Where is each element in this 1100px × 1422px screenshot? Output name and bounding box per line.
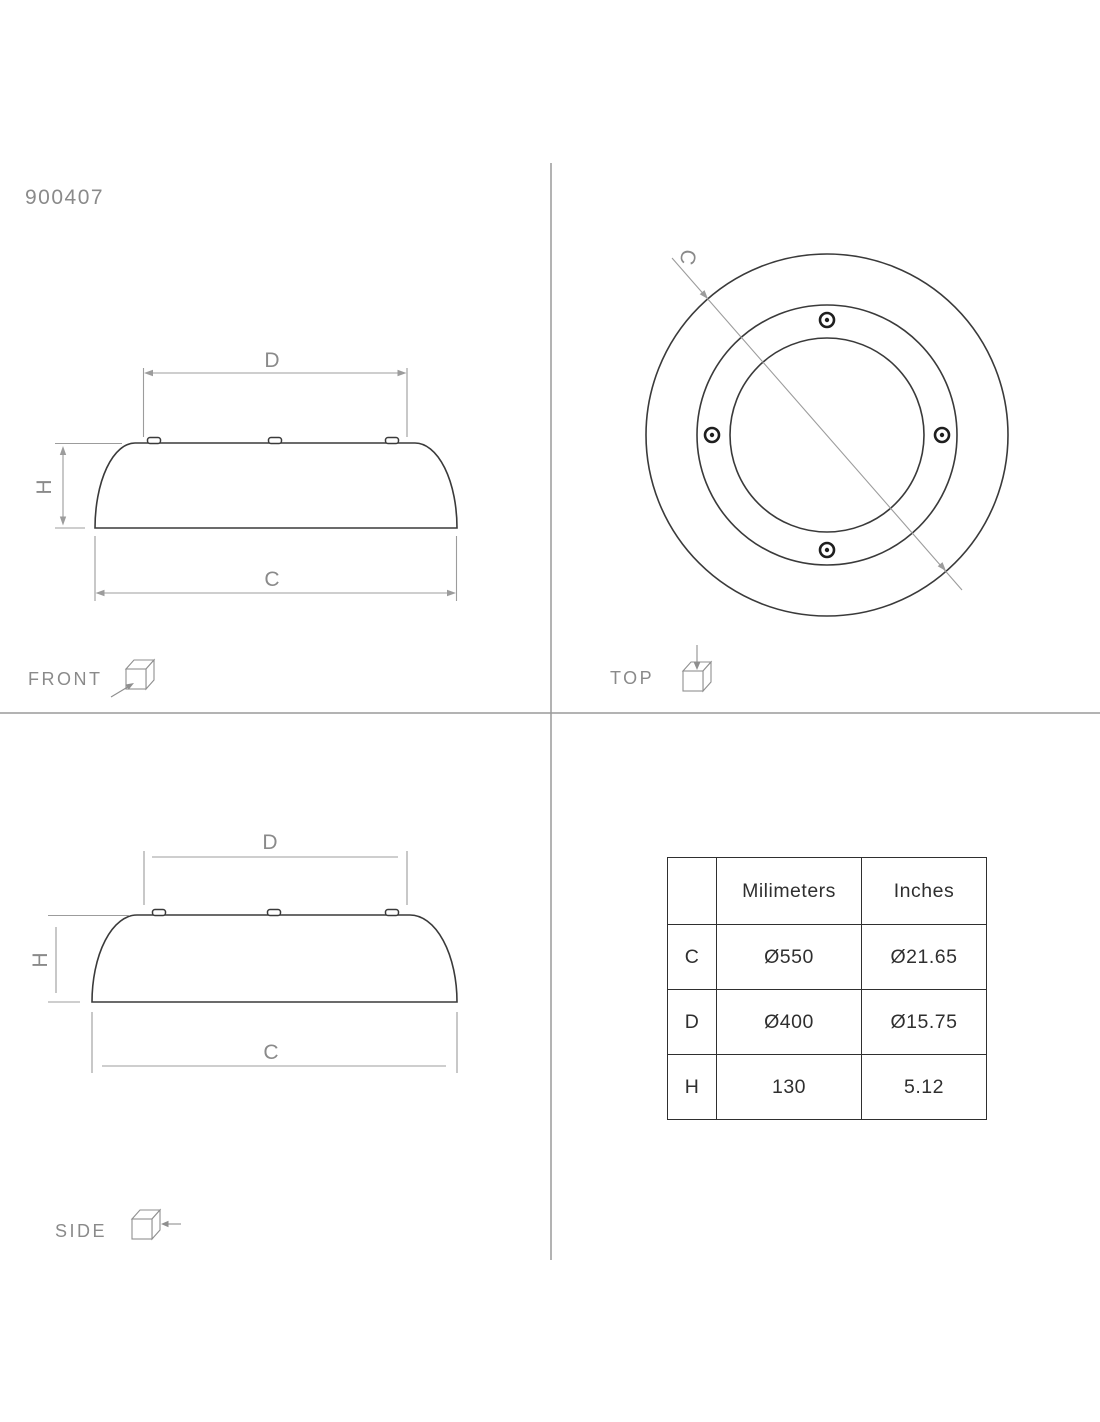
table-row-d [668, 990, 987, 1055]
top-screw-north [820, 313, 834, 327]
side-dim-label-c: C [263, 1041, 279, 1064]
side-mount-tab-center [268, 910, 281, 916]
table-cell-h-dim: H [668, 1055, 717, 1120]
table-cell-d-dim: D [668, 990, 717, 1055]
top-view-drawing [646, 254, 1008, 691]
side-dimension-d [144, 851, 407, 905]
table-row-c [668, 925, 987, 990]
table-header-mm: Milimeters [717, 858, 862, 925]
table-cell-h-inches: 5.12 [862, 1055, 987, 1120]
top-view-cube-icon [683, 645, 711, 691]
table-header-dim [668, 858, 717, 925]
side-dimension-h [48, 916, 130, 1003]
dimensions-table [667, 857, 987, 1120]
front-dimension-d [144, 368, 408, 437]
front-mount-tab-left [148, 438, 161, 444]
side-view-cube-icon [132, 1210, 181, 1239]
side-dim-label-h: H [29, 952, 52, 968]
side-mount-tab-right [386, 910, 399, 916]
front-dim-label-d: D [264, 349, 280, 372]
table-cell-c-mm: Ø550 [717, 925, 862, 990]
front-dimension-h [55, 444, 122, 529]
side-view-label: SIDE [55, 1221, 108, 1241]
table-row-h [668, 1055, 987, 1120]
table-cell-c-inches: Ø21.65 [862, 925, 987, 990]
top-screw-west [705, 428, 719, 442]
top-dimension-c [672, 258, 962, 590]
side-view-drawing [48, 851, 457, 1239]
front-view-label: FRONT [28, 669, 103, 689]
front-view-drawing [55, 368, 457, 697]
top-view-label: TOP [610, 668, 655, 688]
table-cell-d-mm: Ø400 [717, 990, 862, 1055]
top-screw-east [935, 428, 949, 442]
table-cell-c-dim: C [668, 925, 717, 990]
front-mount-tab-right [386, 438, 399, 444]
side-dome-outline [92, 915, 457, 1002]
table-header-inches: Inches [862, 858, 987, 925]
front-mount-tab-center [269, 438, 282, 444]
front-dim-label-c: C [264, 568, 280, 591]
product-code: 900407 [25, 186, 105, 209]
top-screw-south [820, 543, 834, 557]
front-dome-outline [95, 443, 457, 528]
table-cell-h-mm: 130 [717, 1055, 862, 1120]
side-dim-label-d: D [262, 831, 278, 854]
table-header-row [668, 858, 987, 925]
front-dim-label-h: H [33, 479, 56, 495]
side-mount-tab-left [153, 910, 166, 916]
top-dim-label-c: C [674, 247, 701, 267]
front-view-cube-icon [111, 660, 154, 697]
table-cell-d-inches: Ø15.75 [862, 990, 987, 1055]
